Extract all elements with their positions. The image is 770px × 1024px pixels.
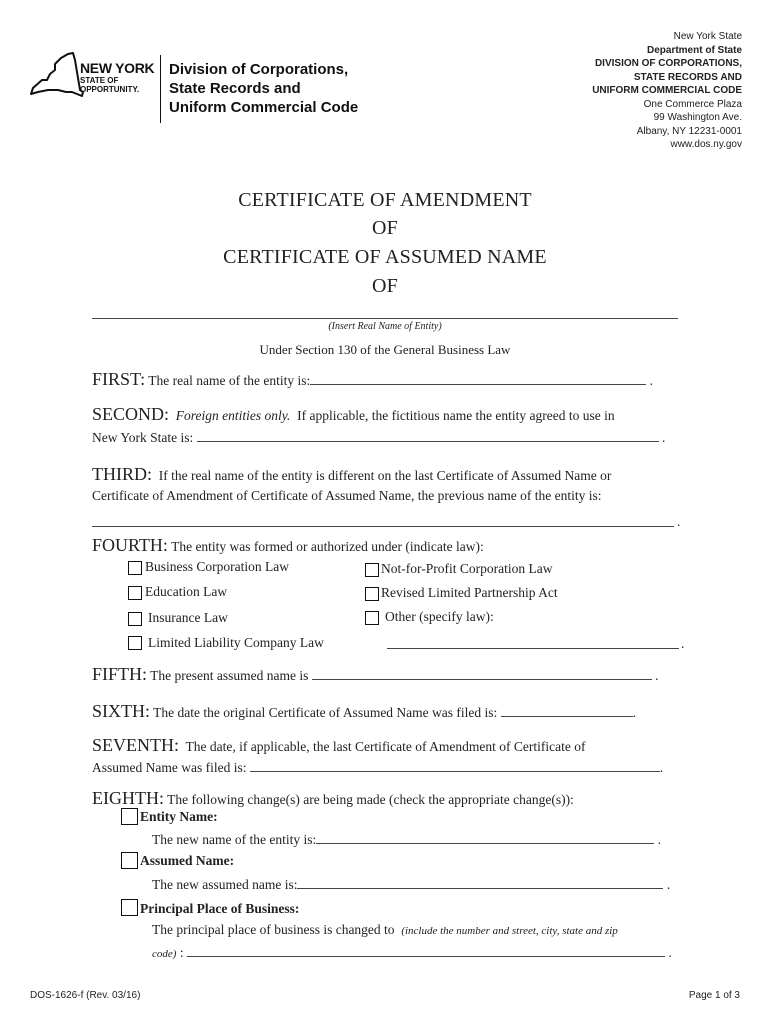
ny-state-map-icon — [28, 50, 86, 100]
fifth-period: . — [655, 668, 659, 683]
division-name-2: State Records and — [169, 80, 301, 97]
logo-wordmark: NEW YORK — [80, 60, 155, 76]
eighth-text: The following change(s) are being made (check the appropriate change(s)): — [167, 792, 574, 807]
fourth-text: The entity was formed or authorized under (indicate law): — [171, 539, 484, 554]
division-name-1: Division of Corporations, — [169, 61, 349, 78]
label-llc-law: Limited Liability Company Law — [148, 635, 324, 650]
label-business-corporation-law: Business Corporation Law — [145, 559, 289, 574]
title-line-3: CERTIFICATE OF ASSUMED NAME — [223, 246, 547, 268]
principal-place-colon: : — [179, 945, 184, 960]
seventh-period: . — [659, 760, 664, 775]
label-entity-name: Entity Name: — [140, 809, 218, 824]
agency-address — [592, 30, 742, 152]
checkbox-insurance-law[interactable] — [128, 612, 142, 626]
third-period: . — [677, 514, 681, 529]
first-period: . — [649, 373, 653, 388]
checkbox-not-for-profit-law[interactable] — [365, 563, 379, 577]
principal-place-period: . — [668, 945, 672, 960]
address-division-2: STATE RECORDS AND — [633, 71, 742, 83]
title-line-2: OF — [372, 217, 398, 239]
fifth-text: The present assumed name is — [150, 668, 309, 683]
fifth-present-name-field[interactable] — [312, 665, 652, 680]
second-section — [92, 404, 692, 426]
address-department: Department of State — [646, 44, 742, 56]
sixth-date-field[interactable] — [501, 702, 633, 717]
checkbox-revised-limited-partnership[interactable] — [365, 587, 379, 601]
second-italic: Foreign entities only. — [175, 408, 291, 423]
label-not-for-profit-law: Not-for-Profit Corporation Law — [381, 561, 553, 576]
label-other-law: Other (specify law): — [385, 609, 494, 624]
address-state: New York State — [673, 31, 742, 42]
second-fictitious-name-field[interactable] — [197, 427, 659, 442]
checkbox-other-law[interactable] — [365, 611, 379, 625]
address-city: Albany, NY 12231-0001 — [636, 125, 742, 137]
logo-tagline-1: STATE OF — [80, 76, 119, 85]
principal-place-field[interactable] — [187, 942, 665, 957]
principal-place-row — [152, 920, 712, 941]
division-name-3: Uniform Commercial Code — [169, 99, 359, 116]
second-line-2 — [92, 427, 692, 448]
principal-place-row-2 — [152, 942, 712, 964]
other-law-period: . — [681, 636, 685, 651]
seventh-text-2: Assumed Name was filed is: — [92, 760, 247, 775]
page-number: Page 1 of 3 — [688, 990, 740, 1001]
title-line-1: CERTIFICATE OF AMENDMENT — [238, 189, 532, 211]
entity-name-row — [152, 829, 712, 850]
seventh-label: SEVENTH: — [92, 735, 179, 755]
address-street-2: 99 Washington Ave. — [653, 112, 742, 123]
third-text: If the real name of the entity is different on the last Certificate of Assumed Name or — [158, 468, 612, 483]
seventh-line-2 — [92, 757, 702, 778]
first-real-name-field[interactable] — [310, 370, 646, 385]
address-website: www.dos.ny.gov — [670, 139, 742, 150]
third-previous-name-field[interactable] — [92, 526, 674, 527]
eighth-label: EIGHTH: — [92, 788, 164, 808]
sixth-label: SIXTH: — [92, 701, 150, 721]
assumed-name-text: The new assumed name is: — [152, 877, 298, 892]
checkbox-principal-place[interactable] — [121, 899, 138, 916]
principal-place-italic-2: code) — [152, 948, 177, 960]
fourth-section — [92, 535, 692, 557]
first-label: FIRST: — [92, 369, 146, 389]
fourth-label: FOURTH: — [92, 535, 168, 555]
label-revised-limited-partnership: Revised Limited Partnership Act — [381, 585, 558, 600]
entity-name-period: . — [657, 832, 661, 847]
logo-divider — [160, 55, 161, 123]
checkbox-business-corporation-law[interactable] — [128, 561, 142, 575]
entity-name-field[interactable] — [92, 318, 678, 319]
checkbox-education-law[interactable] — [128, 586, 142, 600]
seventh-text: The date, if applicable, the last Certificate of Amendment of Certificate of — [185, 739, 586, 754]
principal-place-text: The principal place of business is changed to — [152, 922, 395, 937]
address-division-1: DIVISION OF CORPORATIONS, — [594, 58, 742, 69]
first-text: The real name of the entity is: — [148, 373, 311, 388]
assumed-name-period: . — [666, 877, 671, 892]
sixth-text: The date the original Certificate of Assumed Name was filed is: — [153, 705, 498, 720]
new-assumed-name-field[interactable] — [297, 874, 663, 889]
third-line-2: Certificate of Amendment of Certificate of Assumed Name, the previous name of the entity is: — [92, 488, 602, 503]
eighth-section — [92, 788, 712, 810]
second-period: . — [662, 430, 666, 445]
second-text: If applicable, the fictitious name the entity agreed to use in — [297, 408, 615, 423]
label-education-law: Education Law — [145, 584, 228, 599]
under-section-text: Under Section 130 of the General Business Law — [259, 342, 511, 357]
second-label: SECOND: — [92, 404, 170, 424]
fifth-section — [92, 664, 702, 686]
seventh-date-field[interactable] — [250, 757, 660, 772]
entity-name-caption: (Insert Real Name of Entity) — [328, 321, 442, 332]
label-assumed-name: Assumed Name: — [140, 853, 235, 868]
title-line-4: OF — [372, 275, 398, 297]
fifth-label: FIFTH: — [92, 664, 148, 684]
checkbox-llc-law[interactable] — [128, 636, 142, 650]
checkbox-entity-name[interactable] — [121, 808, 138, 825]
first-section — [92, 369, 692, 391]
new-entity-name-field[interactable] — [316, 829, 654, 844]
third-section — [92, 464, 702, 486]
assumed-name-row — [152, 874, 712, 895]
entity-name-text: The new name of the entity is: — [152, 832, 317, 847]
principal-place-italic: (include the number and street, city, state and zip — [401, 925, 618, 937]
sixth-period: . — [632, 705, 637, 720]
seventh-section — [92, 735, 712, 757]
checkbox-assumed-name[interactable] — [121, 852, 138, 869]
label-insurance-law: Insurance Law — [148, 610, 228, 625]
other-law-field[interactable] — [387, 648, 679, 649]
sixth-section — [92, 701, 702, 723]
address-division-3: UNIFORM COMMERCIAL CODE — [592, 85, 742, 96]
form-number: DOS-1626-f (Rev. 03/16) — [30, 990, 141, 1001]
logo-tagline-2: OPPORTUNITY. — [80, 85, 140, 94]
third-label: THIRD: — [92, 464, 152, 484]
second-text-2: New York State is: — [92, 430, 194, 445]
address-street-1: One Commerce Plaza — [643, 98, 742, 110]
label-principal-place: Principal Place of Business: — [140, 901, 300, 916]
